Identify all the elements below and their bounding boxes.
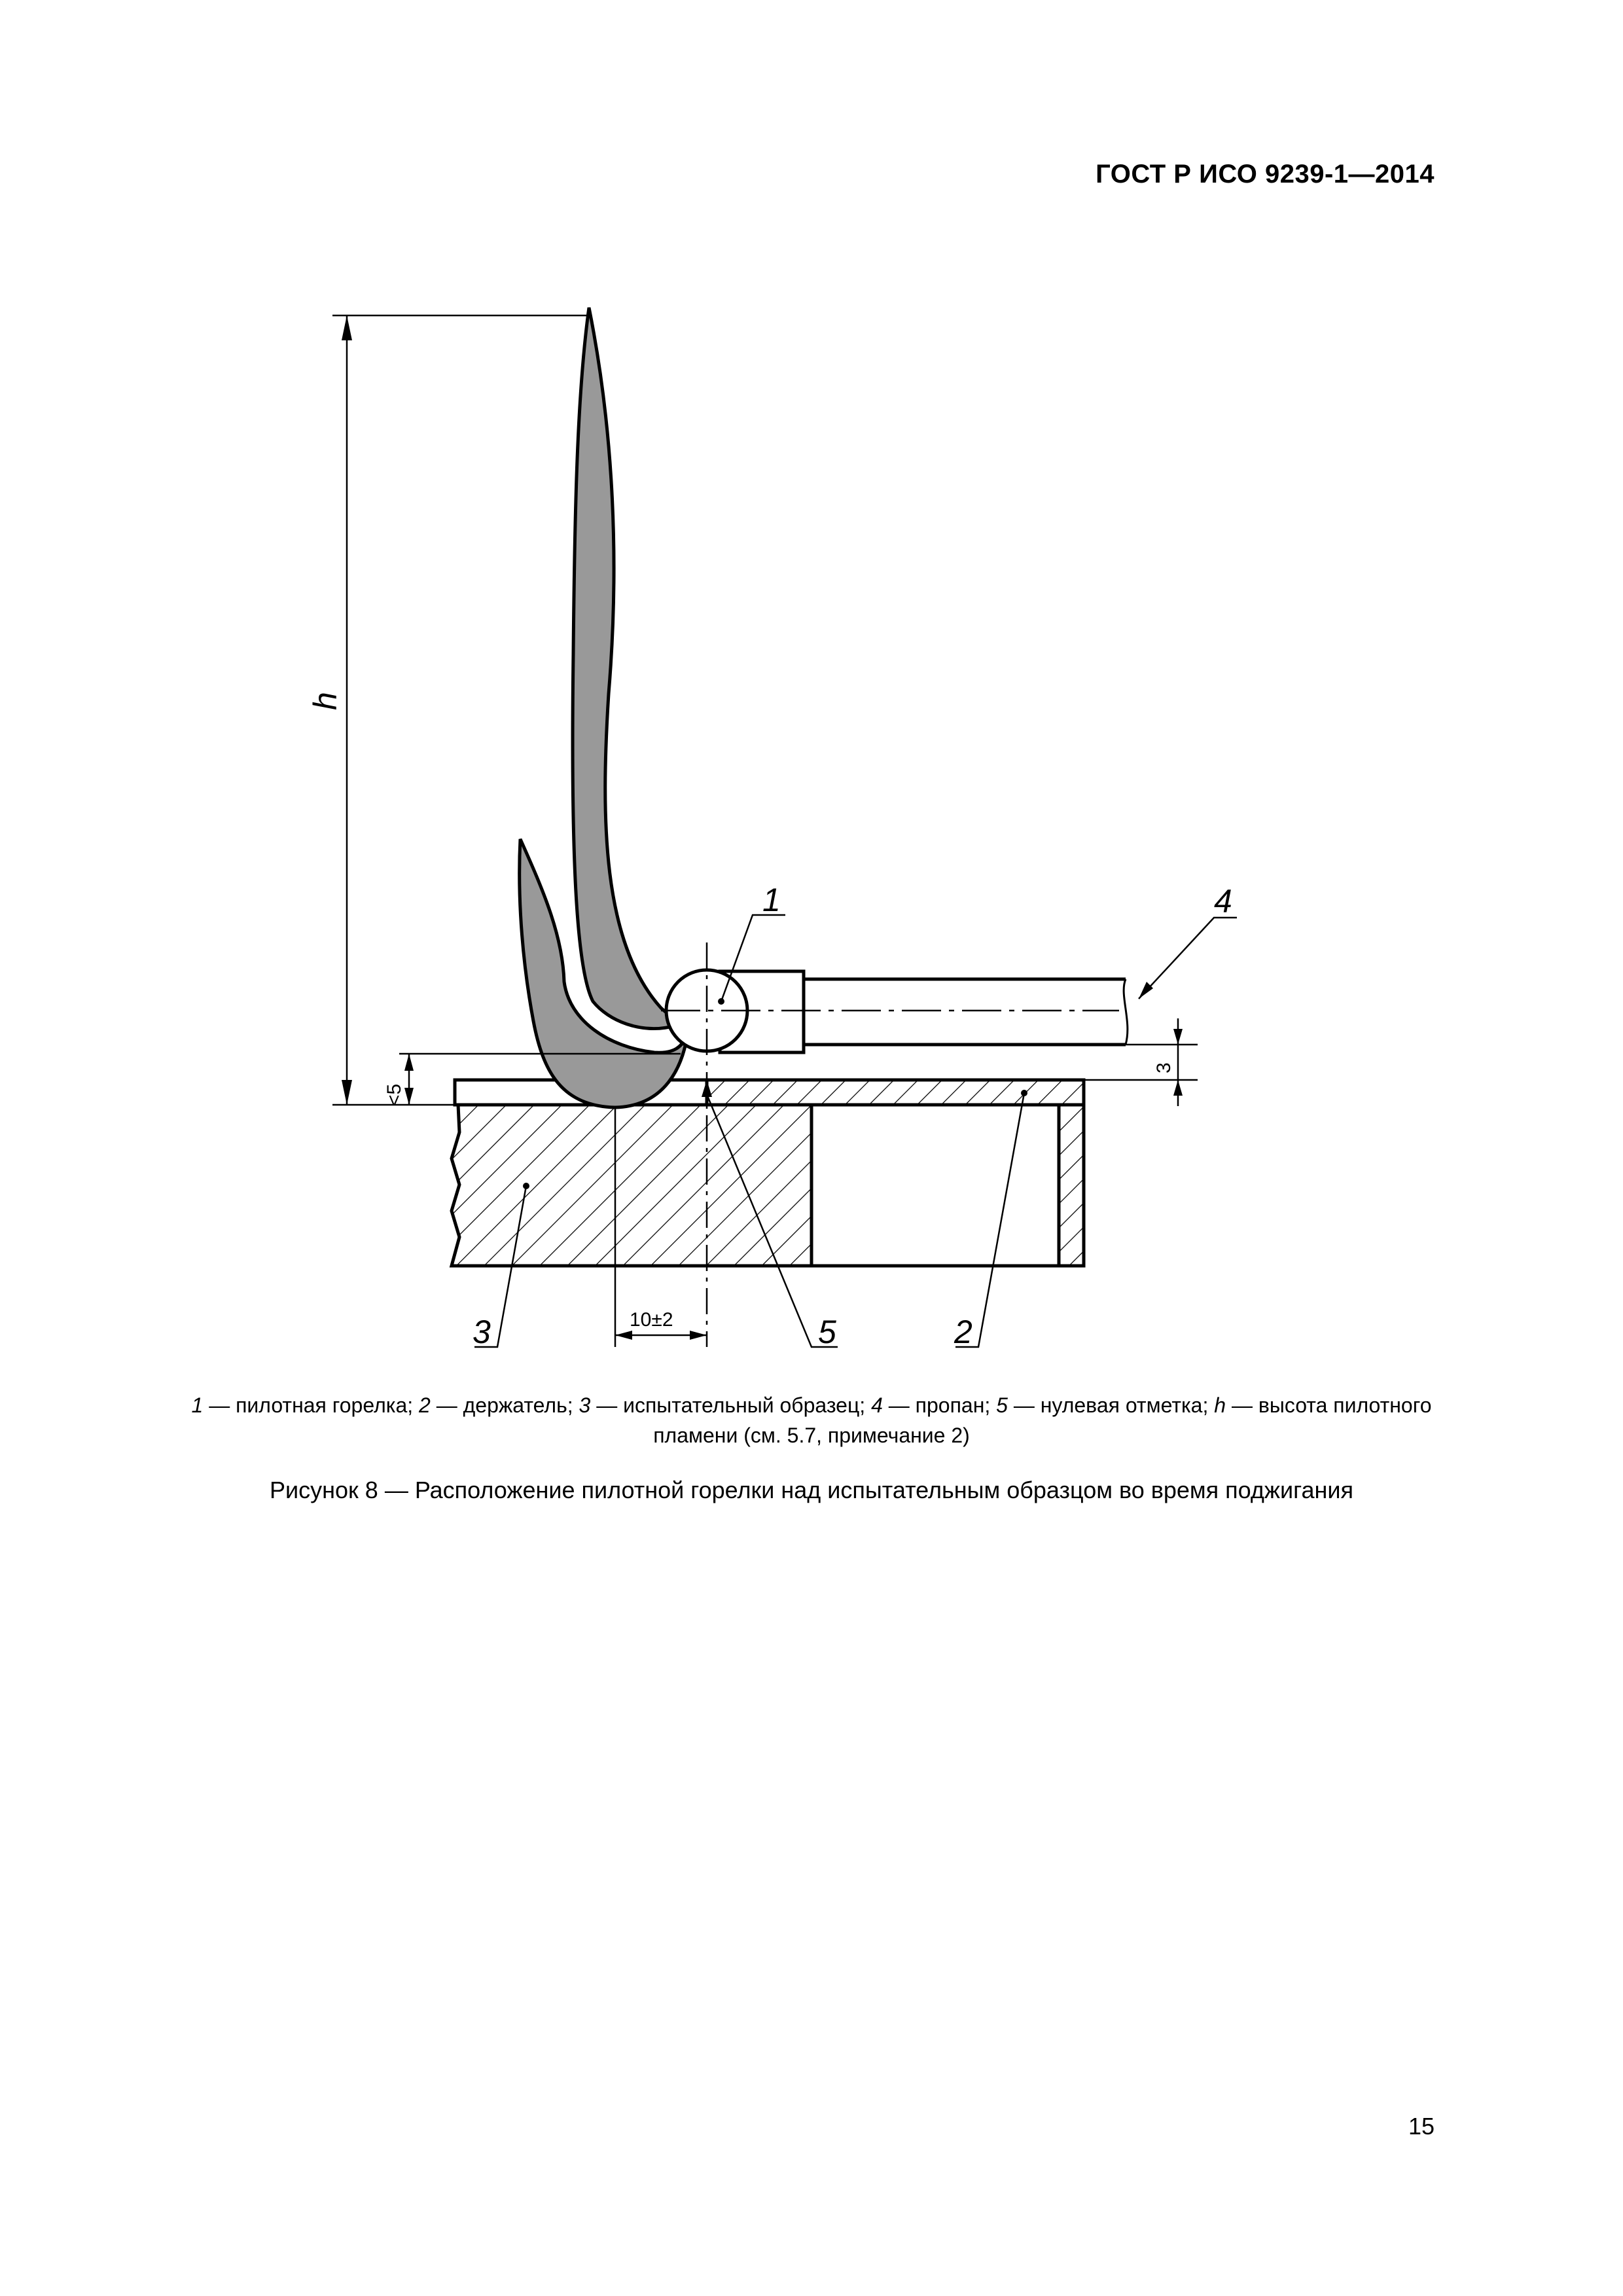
callout-2: 2 [954, 1314, 972, 1350]
page-number: 15 [1408, 2113, 1435, 2140]
callout-5: 5 [818, 1314, 836, 1350]
callout-3: 3 [473, 1314, 491, 1350]
callout-4: 4 [1214, 883, 1232, 920]
label-lt5: <5 [383, 1083, 405, 1106]
legend-line-1 [105, 1390, 1518, 1420]
legend-key-3: 3 [579, 1393, 591, 1417]
legend-text-2: — держатель; [430, 1393, 579, 1417]
figure-legend [105, 1390, 1518, 1450]
label-10: 10±2 [630, 1309, 673, 1331]
legend-text-h: — высота пилотного [1226, 1393, 1432, 1417]
test-specimen [452, 1105, 812, 1266]
dimension-3 [1084, 1018, 1198, 1106]
legend-text-4: — пропан; [882, 1393, 997, 1417]
document-header: ГОСТ Р ИСО 9239-1—2014 [1096, 160, 1435, 188]
figure-caption: Рисунок 8 — Расположение пилотной горелки над испытательным образцом во время поджигания [270, 1477, 1353, 1503]
legend-line-2: пламени (см. 5.7, примечание 2) [653, 1424, 970, 1447]
callout-1: 1 [762, 882, 781, 918]
label-3: 3 [1153, 1062, 1175, 1073]
legend-key-h: h [1214, 1393, 1226, 1417]
legend-text-3: — испытательный образец; [590, 1393, 872, 1417]
legend-key-4: 4 [871, 1393, 883, 1417]
propane-arrow [1139, 982, 1153, 999]
legend-text-1: — пилотная горелка; [203, 1393, 419, 1417]
dimension-10 [615, 1309, 707, 1340]
legend-key-2: 2 [419, 1393, 431, 1417]
legend-key-1: 1 [191, 1393, 204, 1417]
legend-text-5: — нулевая отметка; [1007, 1393, 1215, 1417]
legend-key-5: 5 [996, 1393, 1008, 1417]
pilot-flame [520, 308, 687, 1107]
label-h: h [307, 692, 344, 710]
callout-dot-3 [523, 1183, 529, 1189]
callout-dot-2 [1021, 1090, 1027, 1096]
callout-dot-1 [718, 998, 724, 1005]
